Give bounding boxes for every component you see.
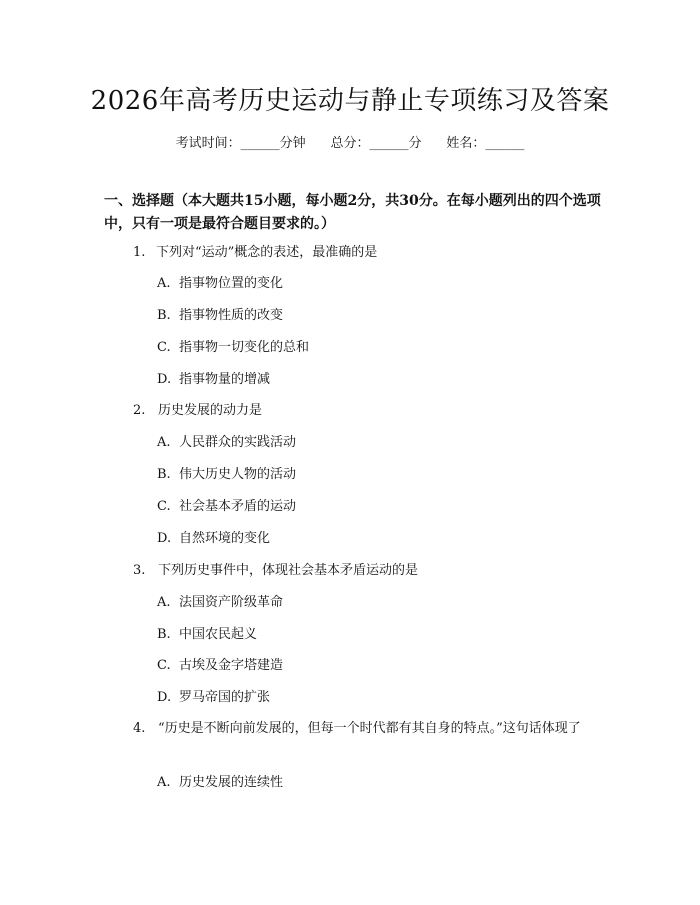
option-letter: A. [157, 435, 171, 450]
option-letter: C. [157, 340, 171, 355]
option-text: 法国资产阶级革命 [179, 595, 284, 610]
name-label: 姓名： [446, 136, 486, 151]
time-blank: ______ [240, 136, 280, 151]
question-number: 1. [133, 245, 146, 260]
option-text: 历史发展的连续性 [179, 775, 284, 790]
option-text: 罗马帝国的扩张 [179, 690, 271, 705]
option-letter: A. [157, 775, 171, 790]
option-letter: B. [157, 627, 171, 642]
option-letter: D. [157, 372, 172, 387]
option-letter: C. [157, 499, 171, 514]
option-letter: C. [157, 658, 171, 673]
score-blank: ______ [369, 136, 409, 151]
score-unit: 分 [408, 136, 422, 151]
section-heading: 一、选择题（本大题共15小题，每小题2分，共30分。在每小题列出的四个选项中，只有一项是最符合题目要求的。） [104, 193, 601, 232]
question-text [104, 718, 604, 740]
option-2b [157, 464, 296, 486]
option-2c [157, 496, 296, 518]
option-3c [157, 655, 283, 677]
option-3d [157, 687, 270, 709]
exam-meta [0, 132, 700, 151]
option-2a [157, 432, 296, 454]
time-unit: 分钟 [279, 136, 306, 151]
option-text: 古埃及金字塔建造 [179, 658, 284, 673]
option-text: 社会基本矛盾的运动 [179, 499, 297, 514]
option-4a [157, 772, 283, 794]
question-text: 下列历史事件中，体现社会基本矛盾运动的是 [158, 563, 419, 578]
option-text: 指事物位置的变化 [179, 276, 284, 291]
option-1b [157, 305, 283, 327]
option-text: 中国农民起义 [179, 627, 258, 642]
option-text: 指事物性质的改变 [179, 308, 284, 323]
option-letter: D. [157, 690, 172, 705]
option-2d [157, 528, 270, 550]
option-1a [157, 273, 283, 295]
option-text: 自然环境的变化 [179, 531, 271, 546]
option-1c [157, 337, 309, 359]
question-number: 2. [133, 403, 146, 418]
option-3b [157, 624, 257, 646]
option-text: 伟大历史人物的活动 [179, 467, 297, 482]
option-3a [157, 592, 283, 614]
option-text: 指事物量的增减 [179, 372, 271, 387]
name-blank: ______ [485, 136, 525, 151]
question-number: 3. [133, 563, 146, 578]
question-text: 历史发展的动力是 [158, 403, 263, 418]
question-number: 4. [133, 721, 146, 736]
option-letter: A. [157, 276, 171, 291]
score-label: 总分： [330, 136, 370, 151]
option-letter: B. [157, 308, 171, 323]
option-letter: A. [157, 595, 171, 610]
option-letter: D. [157, 531, 172, 546]
time-label: 考试时间： [175, 136, 241, 151]
option-letter: B. [157, 467, 171, 482]
question-text: 下列对“运动”概念的表述，最准确的是 [156, 245, 378, 260]
option-text: 指事物一切变化的总和 [179, 340, 310, 355]
question-text-content: “历史是不断向前发展的，但每一个时代都有其自身的特点。”这句话体现了 [158, 721, 581, 736]
option-1d [157, 369, 270, 391]
page-title: 2026年高考历史运动与静止专项练习及答案 [90, 86, 610, 116]
option-text: 人民群众的实践活动 [179, 435, 297, 450]
